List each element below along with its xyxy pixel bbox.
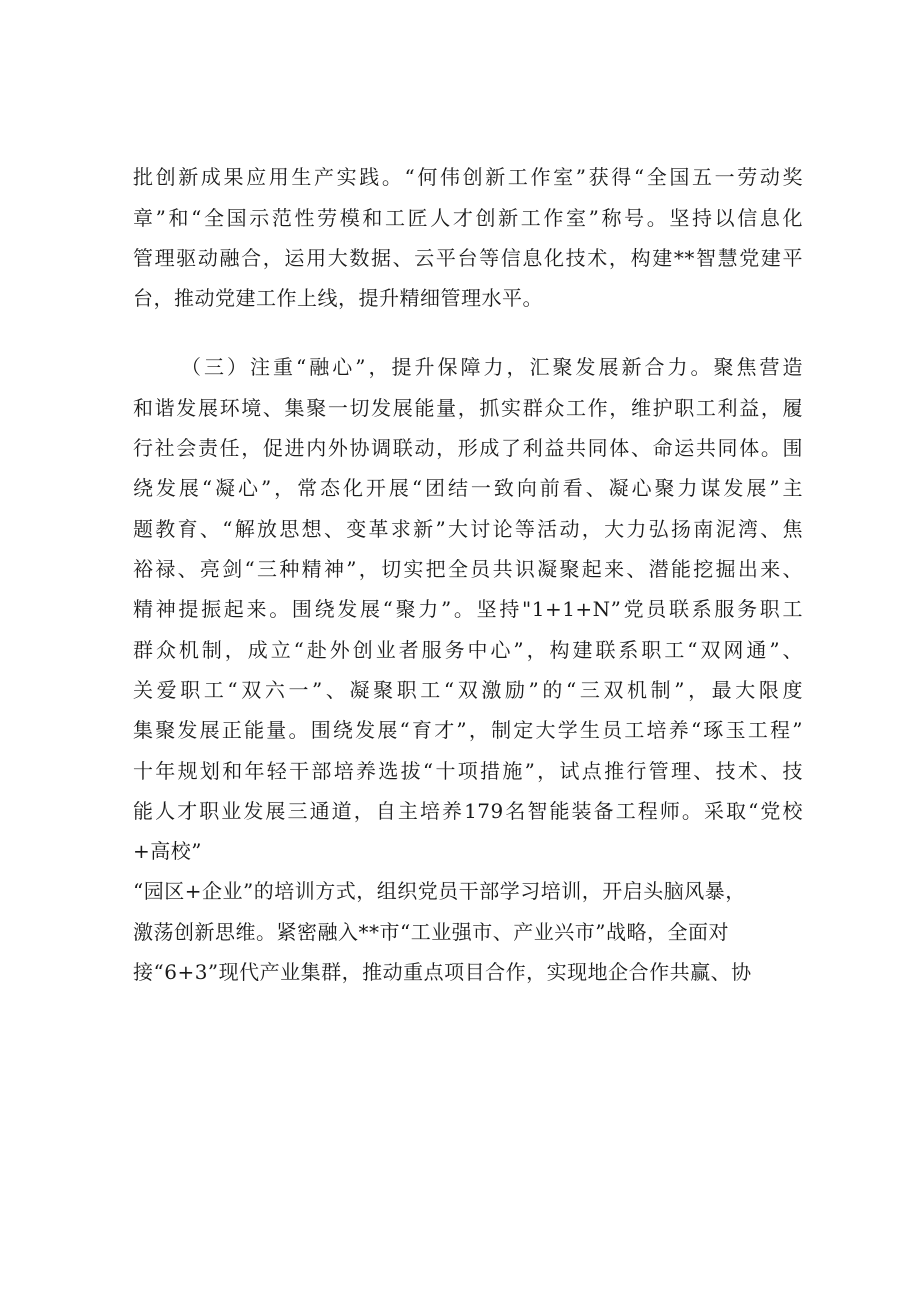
paragraph-line: 群众机制，成立“赴外创业者服务中心”，构建联系职工“双网通”、 — [133, 638, 803, 662]
paragraph-line: 激荡创新思维。紧密融入**市“工业强市、产业兴市”战略，全面对 — [133, 920, 729, 944]
paragraph-line: 绕发展“凝心”，常态化开展“团结一致向前看、凝心聚力谋发展”主 — [133, 476, 803, 500]
paragraph-line: 批创新成果应用生产实践。“何伟创新工作室”获得“全国五一劳动奖 — [133, 165, 803, 189]
paragraph-line: 章”和“全国示范性劳模和工匠人才创新工作室”称号。坚持以信息化 — [133, 206, 803, 230]
paragraph-line: 题教育、“解放思想、变革求新”大讨论等活动，大力弘扬南泥湾、焦 — [133, 517, 803, 541]
paragraph-line: “园区+企业”的培训方式，组织党员干部学习培训，开启头脑风暴， — [133, 879, 746, 903]
paragraph-line: 集聚发展正能量。围绕发展“育才”，制定大学生员工培养“琢玉工程” — [133, 718, 803, 742]
paragraph-line: 管理驱动融合，运用大数据、云平台等信息化技术，构建**智慧党建平 — [133, 246, 803, 270]
paragraph-line: 精神提振起来。围绕发展“聚力”。坚持"1+1+N”党员联系服务职工 — [133, 597, 803, 621]
paragraph-line: 和谐发展环境、集聚一切发展能量，抓实群众工作，维护职工利益，履 — [133, 396, 803, 420]
paragraph-line: 接“6+3”现代产业集群，推动重点项目合作，实现地企合作共赢、协 — [133, 960, 752, 984]
paragraph-line: 台，推动党建工作上线，提升精细管理水平。 — [133, 286, 543, 310]
paragraph-line: +高校” — [133, 839, 202, 863]
paragraph-line: 行社会责任，促进内外协调联动，形成了利益共同体、命运共同体。围 — [133, 436, 803, 460]
paragraph-line: 十年规划和年轻干部培养选拔“十项措施”，试点推行管理、技术、技 — [133, 759, 803, 783]
paragraph-line: 关爱职工“双六一”、凝聚职工“双激励”的“三双机制”，最大限度 — [133, 678, 803, 702]
paragraph-line: 能人才职业发展三通道，自主培养179名智能装备工程师。采取“党校 — [133, 799, 803, 823]
paragraph-line: 裕禄、亮剑“三种精神”，切实把全员共识凝聚起来、潜能挖掘出来、 — [133, 557, 803, 581]
section-heading-line: （三）注重“融心”，提升保障力，汇聚发展新合力。聚焦营造 — [181, 355, 803, 379]
